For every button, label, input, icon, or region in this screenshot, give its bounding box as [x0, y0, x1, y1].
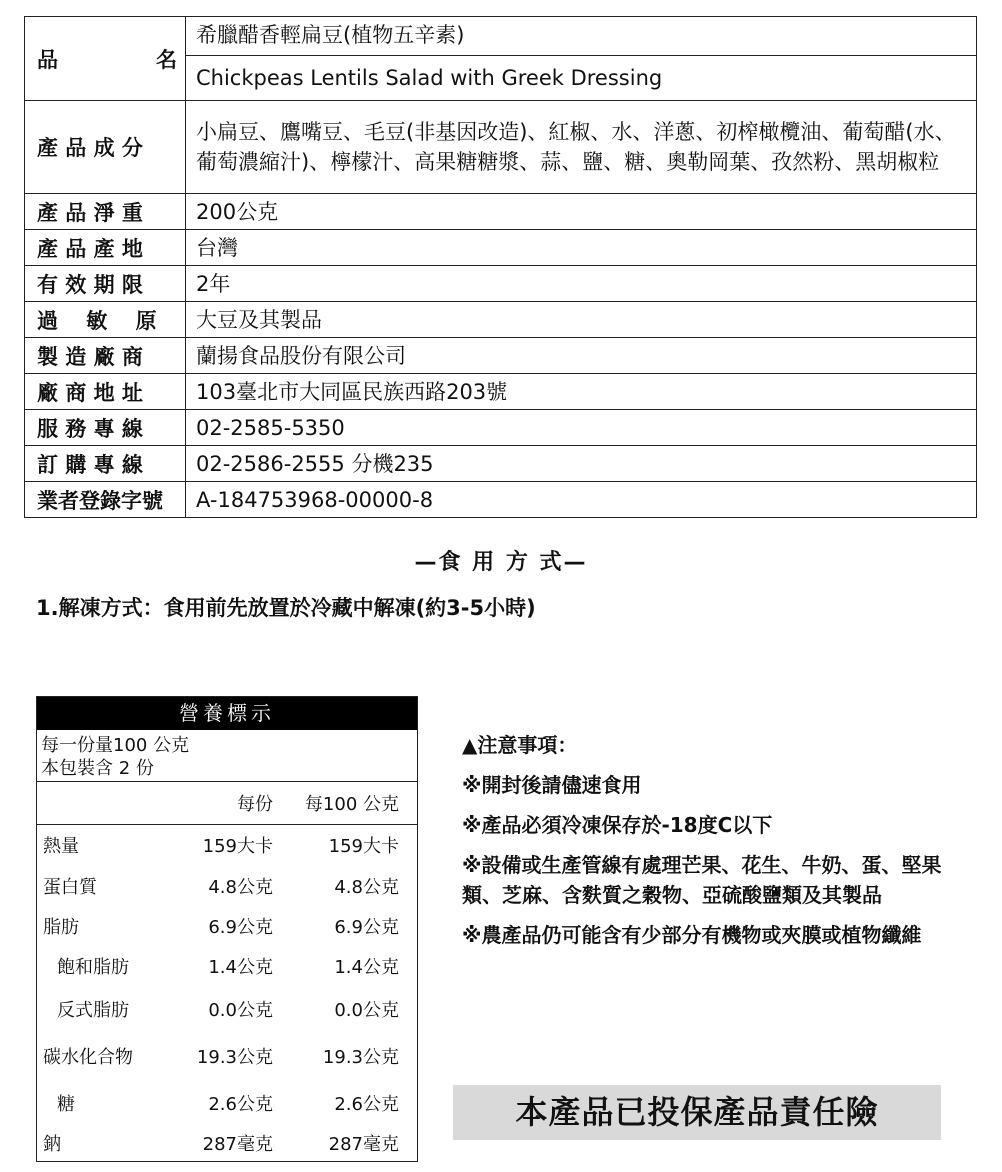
usage-instruction: 1.解凍方式：食用前先放置於冷藏中解凍(約3-5小時)	[36, 596, 536, 620]
address-key: 廠 商 地 址	[25, 374, 186, 410]
service-line-value: 02-2585-5350	[186, 410, 977, 446]
col-per-serving: 每份	[237, 794, 273, 815]
nutrition-serving-info	[37, 730, 417, 782]
precautions	[462, 730, 952, 950]
precautions-title: ▲注意事項：	[462, 733, 578, 757]
nutrition-row-energy: 熱量 159大卡 159大卡	[43, 836, 399, 857]
manufacturer-value: 蘭揚食品股份有限公司	[186, 338, 977, 374]
net-weight-value: 200公克	[186, 194, 977, 230]
nutrition-rows	[37, 825, 417, 1161]
origin-key: 產 品 產 地	[25, 230, 186, 266]
nutrition-row-saturated-fat: 飽和脂肪 1.4公克 1.4公克	[57, 957, 399, 978]
registration-value: A-184753968-00000-8	[186, 482, 977, 518]
registration-key: 業者登錄字號	[25, 482, 186, 518]
allergen-key: 過 敏 原	[25, 302, 186, 338]
allergen-value: 大豆及其製品	[186, 302, 977, 338]
manufacturer-key: 製 造 廠 商	[25, 338, 186, 374]
nutrition-row-sugar: 糖 2.6公克 2.6公克	[57, 1094, 399, 1115]
nutrition-row-carbohydrate: 碳水化合物 19.3公克 19.3公克	[43, 1047, 399, 1068]
net-weight-key: 產 品 淨 重	[25, 194, 186, 230]
nutrition-panel	[36, 696, 418, 1162]
nutrition-column-headers	[37, 782, 417, 825]
product-name-en: Chickpeas Lentils Salad with Greek Dressing	[196, 66, 663, 90]
ingredients-key: 產 品 成 分	[25, 101, 186, 194]
nutrition-row-protein: 蛋白質 4.8公克 4.8公克	[43, 877, 399, 898]
precaution-item: ※設備或生產管線有處理芒果、花生、牛奶、蛋、堅果類、芝麻、含麩質之穀物、亞硫酸鹽類及其製品	[462, 853, 942, 907]
order-line-key: 訂 購 專 線	[25, 446, 186, 482]
ingredients-value: 小扁豆、鷹嘴豆、毛豆(非基因改造)、紅椒、水、洋蔥、初榨橄欖油、葡萄醋(水、葡萄濃縮汁)、檸檬汁、高果糖糖漿、蒜、鹽、糖、奧勒岡葉、孜然粉、黑胡椒粒	[186, 101, 977, 194]
servings-per-package: 本包裝含 2 份	[41, 758, 154, 779]
nutrition-row-fat: 脂肪 6.9公克 6.9公克	[43, 917, 399, 938]
origin-value: 台灣	[186, 230, 977, 266]
service-line-key: 服 務 專 線	[25, 410, 186, 446]
name-key: 品 名	[25, 17, 186, 101]
usage-title: —食 用 方 式—	[414, 550, 588, 575]
precaution-item: ※產品必須冷凍保存於-18度C以下	[462, 813, 773, 837]
nutrition-row-trans-fat: 反式脂肪 0.0公克 0.0公克	[57, 1000, 399, 1021]
order-line-value: 02-2586-2555 分機235	[186, 446, 977, 482]
nutrition-row-sodium: 鈉 287毫克 287毫克	[43, 1134, 399, 1155]
col-per-100g: 每100 公克	[304, 794, 399, 815]
product-info-table	[24, 16, 977, 518]
precaution-item: ※農產品仍可能含有少部分有機物或夾膜或植物纖維	[462, 923, 922, 947]
precaution-item: ※開封後請儘速食用	[462, 773, 642, 797]
name-value	[186, 17, 977, 101]
address-value: 103臺北市大同區民族西路203號	[186, 374, 977, 410]
shelf-life-value: 2年	[186, 266, 977, 302]
shelf-life-key: 有 效 期 限	[25, 266, 186, 302]
insurance-banner: 本產品已投保產品責任險	[453, 1085, 941, 1140]
product-name-zh: 希臘醋香輕扁豆(植物五辛素)	[186, 17, 976, 56]
nutrition-header: 營養標示	[37, 697, 417, 730]
serving-size: 每一份量100 公克	[41, 735, 190, 756]
